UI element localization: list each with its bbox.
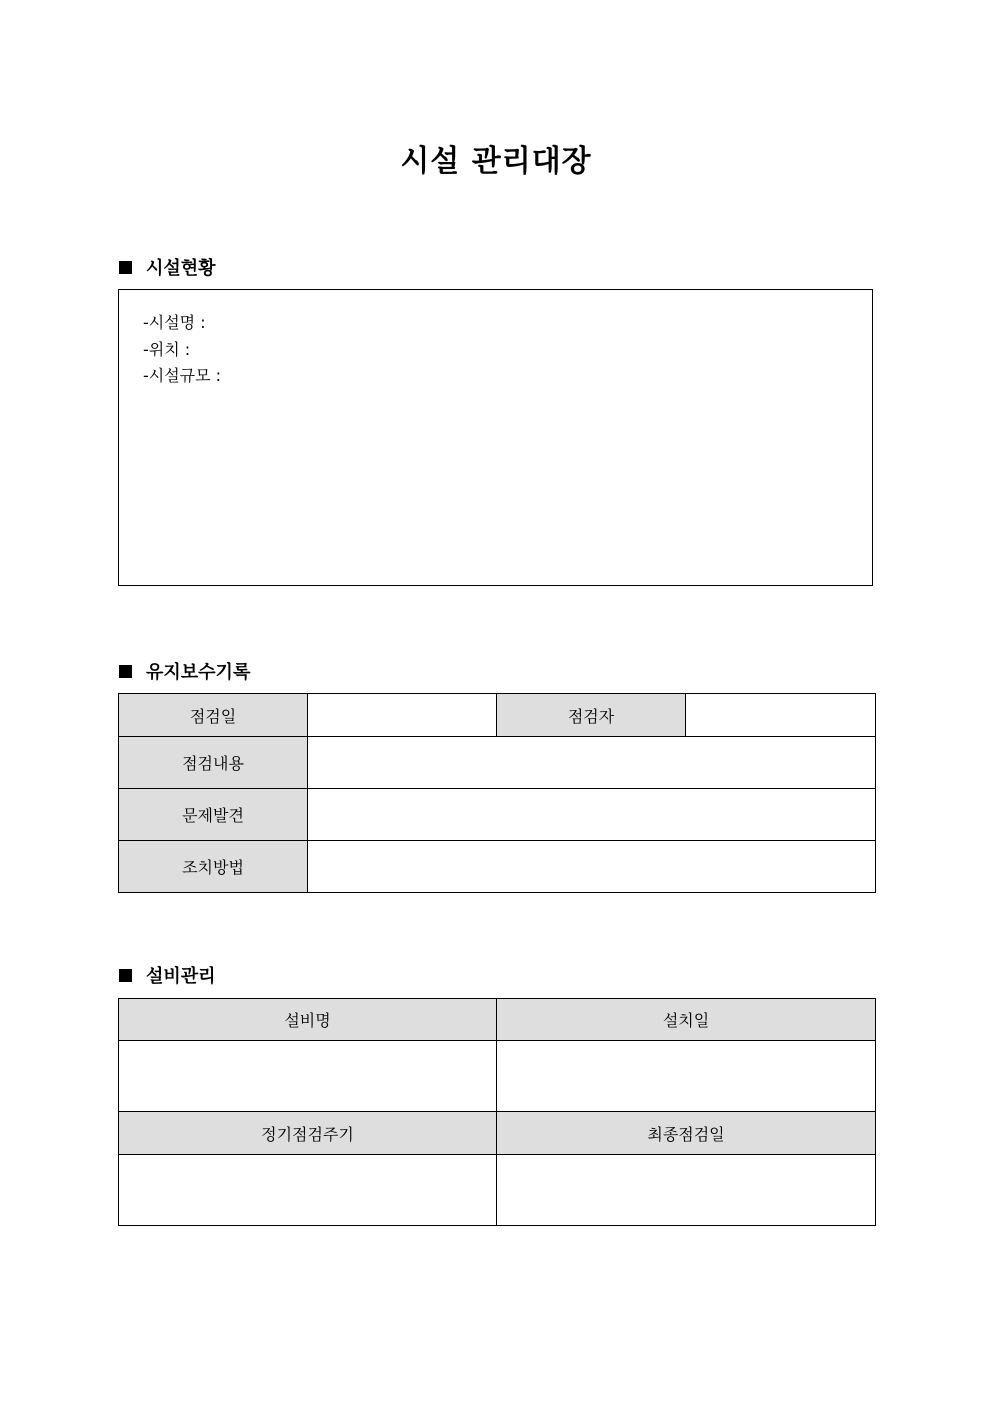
last-inspection-label: 최종점검일 (497, 1112, 876, 1155)
inspection-content-field[interactable] (308, 737, 876, 789)
maintenance-section-heading (119, 658, 250, 684)
action-method-label: 조치방법 (119, 841, 308, 893)
problem-found-field[interactable] (308, 789, 876, 841)
page-title: 시설 관리대장 (400, 144, 592, 179)
inspection-cycle-field[interactable] (119, 1155, 497, 1226)
facility-info-box (118, 289, 873, 586)
black-square-icon (119, 261, 132, 274)
inspection-date-label: 점검일 (119, 694, 308, 737)
inspection-content-label: 점검내용 (119, 737, 308, 789)
facility-heading-text: 시설현황 (146, 258, 216, 279)
black-square-icon (119, 969, 132, 982)
facility-section-heading (119, 254, 216, 280)
equipment-heading-text: 설비관리 (146, 966, 216, 987)
inspection-cycle-label: 정기점검주기 (119, 1112, 497, 1155)
black-square-icon (119, 665, 132, 678)
facility-name-line: -시설명 : (143, 313, 206, 332)
equipment-section-heading (119, 962, 216, 988)
inspector-label: 점검자 (497, 694, 686, 737)
inspector-field[interactable] (686, 694, 876, 737)
install-date-field[interactable] (497, 1041, 876, 1112)
equipment-name-label: 설비명 (119, 999, 497, 1041)
problem-found-label: 문제발견 (119, 789, 308, 841)
inspection-date-field[interactable] (308, 694, 497, 737)
install-date-label: 설치일 (497, 999, 876, 1041)
maintenance-heading-text: 유지보수기록 (146, 662, 251, 683)
maintenance-table (118, 693, 876, 893)
facility-location-line: -위치 : (143, 339, 191, 359)
facility-scale-line: -시설규모 : (143, 366, 222, 385)
equipment-table (118, 998, 876, 1226)
equipment-name-field[interactable] (119, 1041, 497, 1112)
action-method-field[interactable] (308, 841, 876, 893)
last-inspection-field[interactable] (497, 1155, 876, 1226)
